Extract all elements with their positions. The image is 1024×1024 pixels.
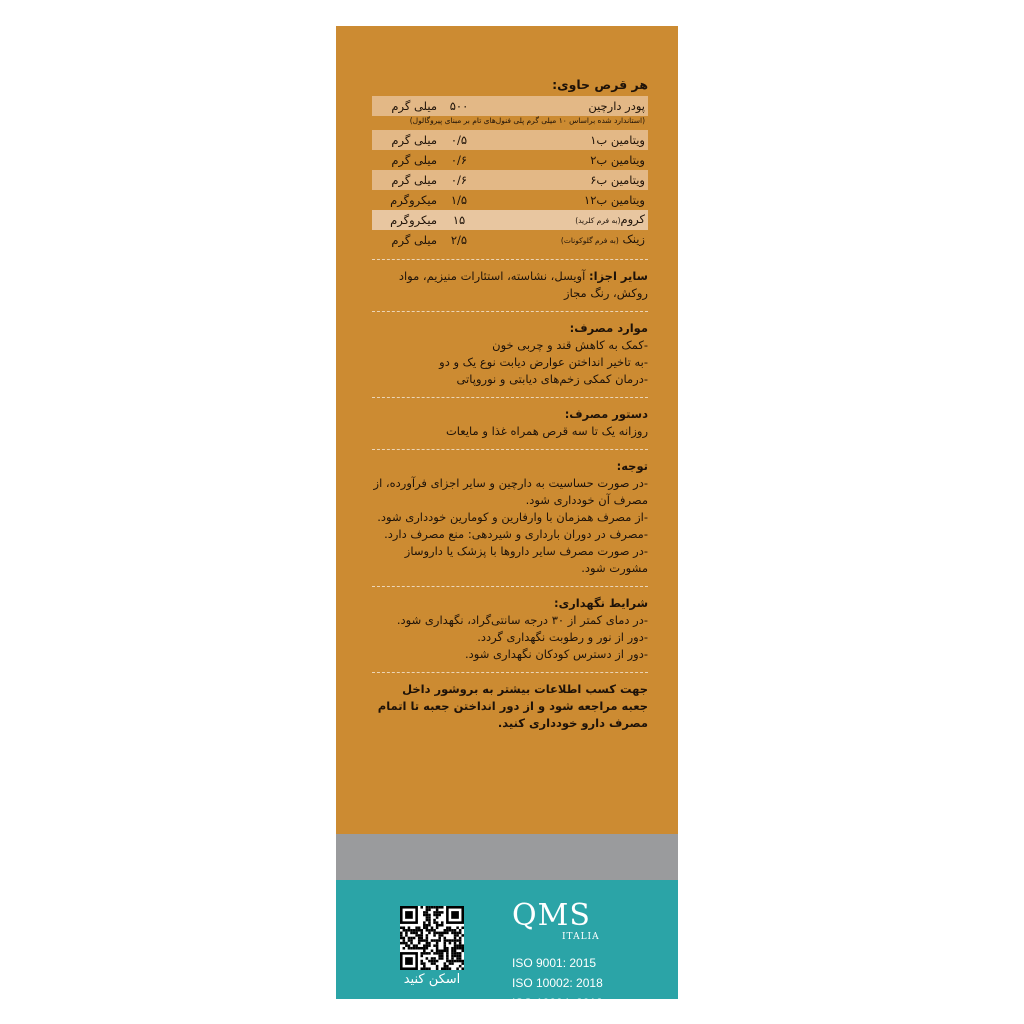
storage-item: -در دمای کمتر از ۳۰ درجه سانتی‌گراد، نگهداری شود.	[396, 613, 648, 627]
uses-item: -کمک به کاهش قند و چربی خون	[492, 338, 648, 352]
caution-item: -در صورت مصرف سایر داروها با پزشک یا داروساز مشورت شود.	[404, 544, 648, 575]
ingredient-name: ویتامین ب۱۲	[584, 192, 645, 207]
ingredient-unit: میلی گرم	[391, 152, 437, 167]
ingredient-row	[372, 150, 648, 170]
ingredient-form: (به فرم گلوکونات)	[560, 236, 619, 245]
ingredient-row	[372, 230, 648, 250]
ingredient-value: ۱/۵	[450, 192, 468, 207]
ingredient-name: کروم	[620, 212, 645, 226]
iso-cert: ISO 9001: 2015	[512, 956, 597, 970]
ingredient-value: ۵۰۰	[449, 98, 469, 113]
scan-label: اسکن کنید	[403, 972, 461, 987]
ingredient-value: ۰/۵	[450, 132, 468, 147]
ingredient-form: (به فرم کلرید)	[575, 216, 621, 225]
gray-stripe	[336, 834, 678, 880]
divider	[372, 449, 648, 450]
ingredient-row	[372, 170, 648, 190]
dosage-text: روزانه یک تا سه قرص همراه غذا و مایعات	[445, 424, 648, 438]
ingredient-name: زینک	[622, 232, 645, 246]
divider	[372, 259, 648, 260]
storage-item: -دور از نور و رطوبت نگهداری گردد.	[477, 630, 648, 644]
ingredient-unit: میلی گرم	[391, 232, 437, 247]
ingredient-value: ۱۵	[452, 212, 466, 227]
caution-item: -از مصرف همزمان با وارفارین و کومارین خودداری شود.	[377, 510, 648, 524]
divider	[372, 586, 648, 587]
ingredient-name: ویتامین ب۲	[590, 152, 645, 167]
divider	[372, 672, 648, 673]
standard-note: (استاندارد شده براساس ۱۰ میلی گرم پلی فنول‌های تام بر مبنای پیروگالول)	[409, 116, 645, 125]
uses-item: -به تاخیر انداختن عوارض دیابت نوع یک و دو	[439, 355, 648, 369]
ingredient-value: ۰/۶	[450, 152, 468, 167]
iso-cert: ISO 10002: 2018	[512, 976, 603, 990]
ingredient-row	[372, 210, 648, 230]
ingredient-unit: میکروگرم	[390, 192, 437, 207]
product-box-side	[336, 26, 678, 1010]
caution-title: توجه:	[616, 459, 648, 473]
caution-item: -در صورت حساسیت به دارچین و سایر اجزای فرآورده، از مصرف آن خودداری شود.	[373, 476, 648, 507]
ingredient-name: ویتامین ب۱	[590, 132, 645, 147]
ingredient-unit: میلی گرم	[391, 132, 437, 147]
other-ingredients-title: سایر اجزا:	[588, 269, 648, 283]
composition-header: هر قرص حاوی:	[552, 77, 648, 92]
ingredient-row	[372, 130, 648, 150]
iso-cert: ISO 10004: 2018	[512, 996, 603, 1010]
uses-item: -درمان کمکی زخم‌های دیابتی و نوروپاتی	[456, 372, 648, 386]
storage-item: -دور از دسترس کودکان نگهداری شود.	[465, 647, 648, 661]
orange-panel	[336, 26, 678, 834]
ingredient-row	[372, 96, 648, 116]
uses-title: موارد مصرف:	[569, 321, 648, 335]
dosage-title: دستور مصرف:	[564, 407, 648, 421]
divider	[372, 397, 648, 398]
ingredient-value: ۲/۵	[450, 232, 468, 247]
other-ingredients-text: آویسل، نشاسته، استئارات منیزیم، مواد روکش، رنگ مجاز	[398, 269, 648, 300]
ingredient-value: ۰/۶	[450, 172, 468, 187]
ingredient-unit: میلی گرم	[391, 98, 437, 113]
info-content	[372, 76, 648, 732]
ingredient-row	[372, 190, 648, 210]
qr-code-icon	[400, 906, 464, 970]
divider	[372, 311, 648, 312]
storage-title: شرایط نگهداری:	[554, 596, 648, 610]
ingredient-name: پودر دارچین	[588, 98, 645, 113]
italia-label: ITALIA	[562, 932, 600, 942]
qms-logo: QMS	[512, 898, 591, 933]
other-ingredients	[372, 268, 648, 302]
ingredient-unit: میلی گرم	[391, 172, 437, 187]
caution-item: -مصرف در دوران بارداری و شیردهی: منع مصرف دارد.	[384, 527, 648, 541]
teal-footer	[336, 880, 678, 1010]
footer-note: جهت کسب اطلاعات بیشتر به بروشور داخل جعبه مراجعه شود و از دور انداختن جعبه تا اتمام مصرف دارو خودداری کنید.	[377, 682, 648, 730]
ingredient-unit: میکروگرم	[390, 212, 437, 227]
ingredient-name: ویتامین ب۶	[590, 172, 645, 187]
